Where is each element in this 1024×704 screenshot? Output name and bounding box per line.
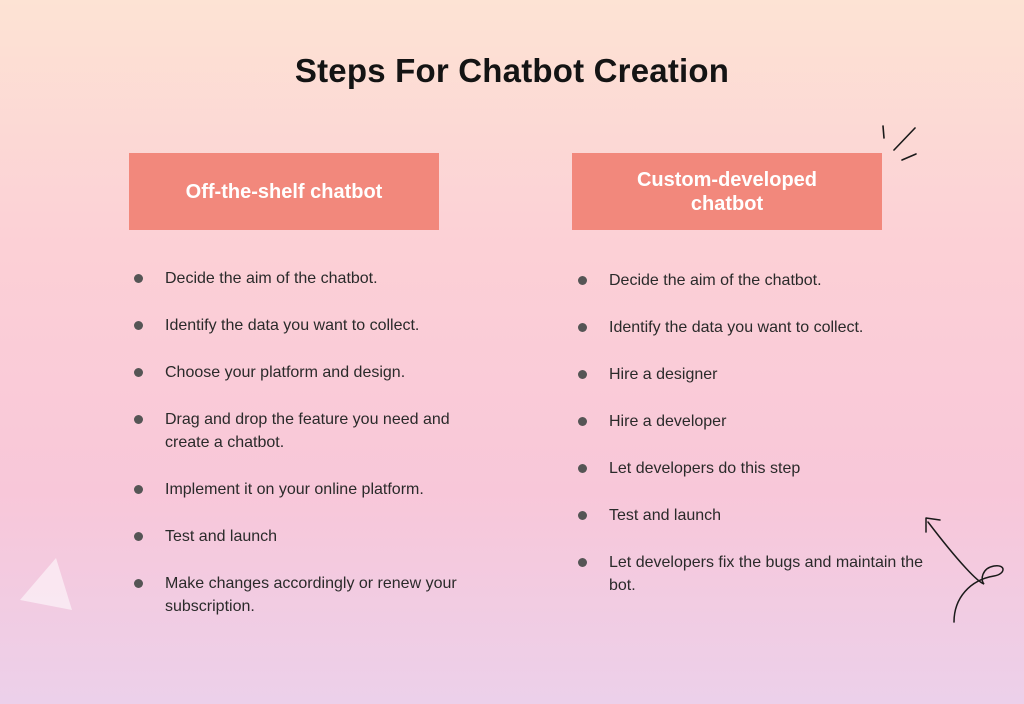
sparkle-lines-icon <box>876 120 926 166</box>
list-item <box>576 504 936 527</box>
page-title: Steps For Chatbot Creation <box>294 52 730 89</box>
list-item <box>576 269 936 292</box>
custom-developed-header-line1: Custom-developed <box>636 168 818 191</box>
list-item-text: Identify the data you want to collect. <box>165 317 420 334</box>
off-the-shelf-steps-list <box>132 267 492 642</box>
bullet-icon <box>134 368 143 377</box>
bullet-icon <box>578 370 587 379</box>
list-item-text: Choose your platform and design. <box>165 364 406 381</box>
bullet-icon <box>578 511 587 520</box>
bullet-icon <box>134 415 143 424</box>
bullet-icon <box>578 558 587 567</box>
list-item-text: Decide the aim of the chatbot. <box>609 272 822 289</box>
list-item <box>132 361 492 384</box>
list-item-text: Hire a developer <box>609 413 727 430</box>
bullet-icon <box>578 276 587 285</box>
off-the-shelf-header-label: Off-the-shelf chatbot <box>185 180 383 203</box>
custom-developed-header-label <box>637 168 817 216</box>
list-item-text: Implement it on your online platform. <box>165 481 424 498</box>
custom-developed-steps-list <box>576 269 936 621</box>
list-item-text: Decide the aim of the chatbot. <box>165 270 378 287</box>
list-item <box>576 363 936 386</box>
list-item-text: Identify the data you want to collect. <box>609 319 864 336</box>
list-item <box>132 478 492 501</box>
list-item <box>576 457 936 480</box>
list-item <box>132 408 492 454</box>
bullet-icon <box>578 464 587 473</box>
list-item <box>576 551 936 597</box>
bullet-icon <box>134 532 143 541</box>
list-item <box>132 525 492 548</box>
bullet-icon <box>578 323 587 332</box>
bullet-icon <box>134 579 143 588</box>
list-item-text: Make changes accordingly or renew your subscription. <box>165 575 457 615</box>
list-item-text: Hire a designer <box>609 366 718 383</box>
list-item <box>576 316 936 339</box>
list-item <box>132 572 492 618</box>
custom-developed-header-line2: chatbot <box>690 192 764 215</box>
list-item-text: Test and launch <box>165 528 278 545</box>
list-item <box>132 314 492 337</box>
list-item-text: Test and launch <box>609 507 722 524</box>
bullet-icon <box>134 274 143 283</box>
list-item <box>132 267 492 290</box>
list-item-text: Let developers do this step <box>609 460 801 477</box>
list-item <box>576 410 936 433</box>
triangle-decoration-icon <box>16 552 80 616</box>
bullet-icon <box>134 485 143 494</box>
list-item-text: Drag and drop the feature you need and create a chatbot. <box>165 411 450 451</box>
list-item-text: Let developers fix the bugs and maintain the bot. <box>609 554 923 594</box>
curly-arrow-icon <box>910 508 1010 628</box>
bullet-icon <box>578 417 587 426</box>
off-the-shelf-header <box>129 153 439 230</box>
custom-developed-header <box>572 153 882 230</box>
bullet-icon <box>134 321 143 330</box>
